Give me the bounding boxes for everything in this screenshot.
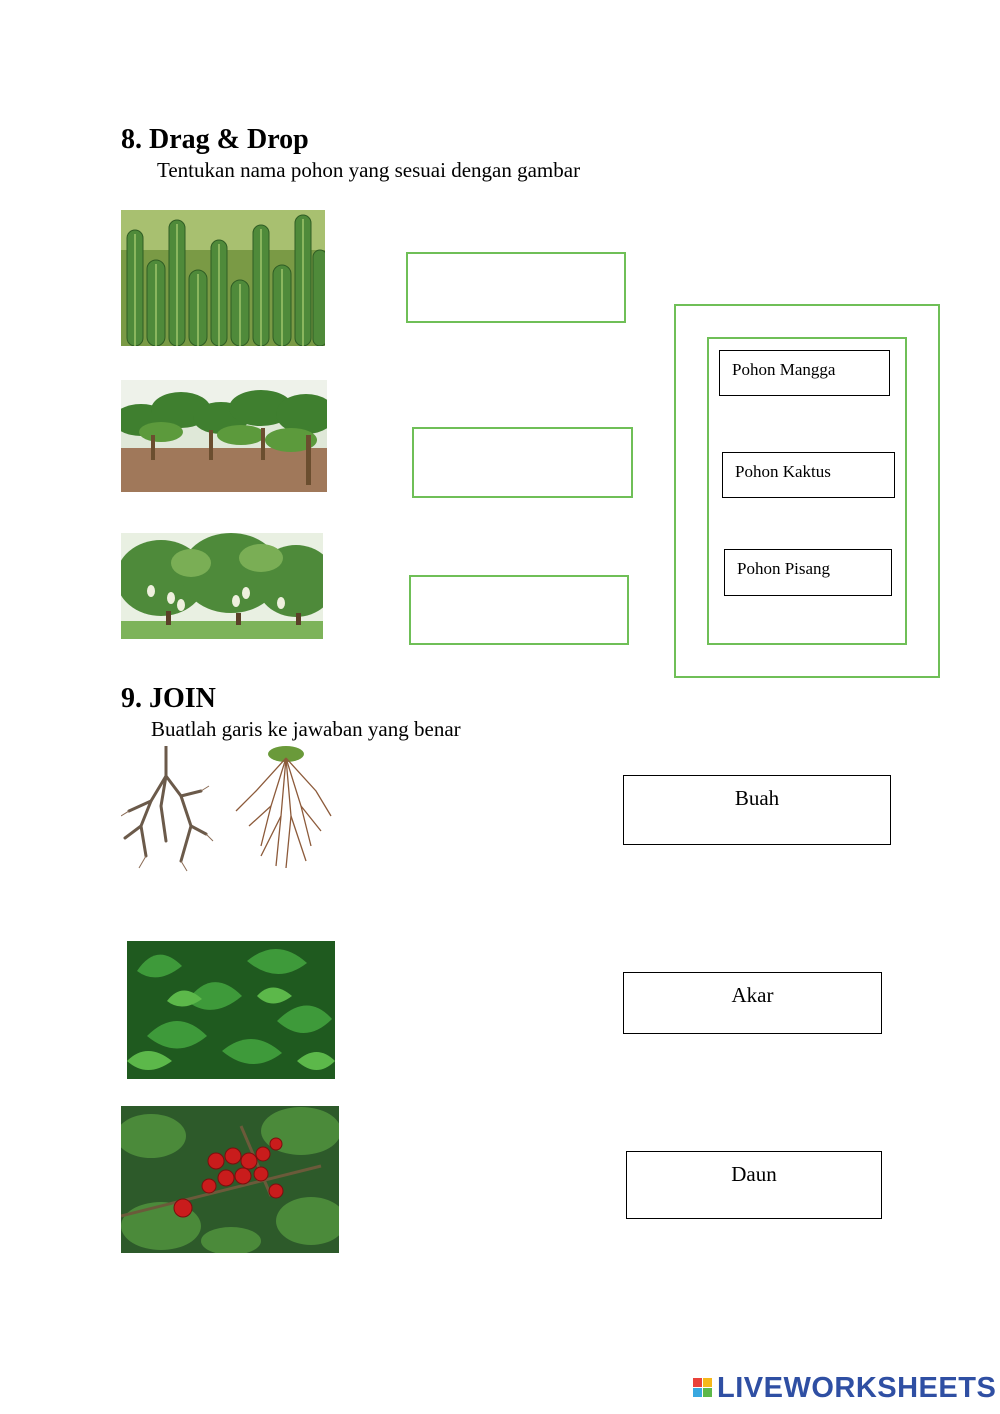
drop-target-2[interactable]	[412, 427, 633, 498]
leaves-image	[127, 941, 335, 1079]
section-8-title: 8. Drag & Drop	[121, 124, 309, 155]
roots-image	[121, 746, 339, 874]
option-pohon-mangga[interactable]: Pohon Mangga	[719, 350, 890, 396]
liveworksheets-logo-icon	[693, 1378, 713, 1398]
mango-tree-image	[121, 533, 323, 639]
section-9-title: 9. JOIN	[121, 683, 216, 714]
option-pohon-kaktus[interactable]: Pohon Kaktus	[722, 452, 895, 498]
section-9-instruction: Buatlah garis ke jawaban yang benar	[151, 717, 461, 741]
cherries-image	[121, 1106, 339, 1253]
option-pohon-pisang[interactable]: Pohon Pisang	[724, 549, 892, 596]
section-8-instruction: Tentukan nama pohon yang sesuai dengan gambar	[157, 158, 581, 182]
answer-box-buah[interactable]: Buah	[623, 775, 891, 845]
banana-tree-image	[121, 380, 327, 492]
drop-target-1[interactable]	[406, 252, 626, 323]
answer-box-akar[interactable]: Akar	[623, 972, 882, 1034]
answer-box-daun[interactable]: Daun	[626, 1151, 882, 1219]
cactus-image	[121, 210, 325, 346]
liveworksheets-brand: LIVEWORKSHEETS	[717, 1372, 997, 1404]
drop-target-3[interactable]	[409, 575, 629, 645]
